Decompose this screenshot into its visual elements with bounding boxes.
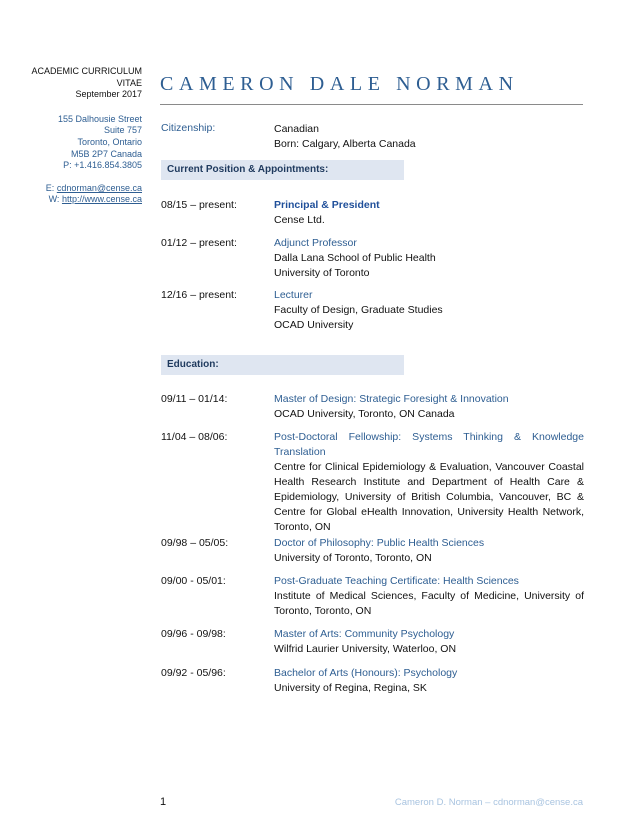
degree-title: Doctor of Philosophy: Public Health Sciences [274, 537, 485, 549]
institution: Wilfrid Laurier University, Waterloo, ON [274, 643, 457, 655]
education-dates: 09/96 - 09/98: [161, 628, 226, 640]
position-detail: OCAD University [274, 319, 354, 331]
position-title: Principal & President [274, 199, 380, 211]
institution: University of Regina, Regina, SK [274, 682, 427, 694]
institution: Institute of Medical Sciences, Faculty of Medicine, University of Toronto, Toronto, ON [274, 590, 584, 617]
education-entry [161, 666, 584, 696]
position-title: Lecturer [274, 289, 313, 301]
education-dates: 11/04 – 08/06: [161, 431, 228, 443]
email-link[interactable]: cdnorman@cense.ca [56, 182, 142, 193]
position-detail: Cense Ltd. [274, 214, 325, 226]
address-line: Toronto, Ontario [77, 136, 142, 147]
degree-title: Bachelor of Arts (Honours): Psychology [274, 667, 458, 679]
footer-author: Cameron D. Norman – cdnorman@cense.ca [394, 797, 583, 808]
position-detail: University of Toronto [274, 267, 370, 279]
positions-section-header [161, 160, 404, 180]
citizenship-value: Canadian [274, 123, 319, 135]
position-title: Adjunct Professor [274, 237, 357, 249]
address-line: M5B 2P7 Canada [70, 148, 142, 159]
birthplace: Born: Calgary, Alberta Canada [274, 138, 416, 150]
address-block [20, 114, 142, 172]
position-detail: Faculty of Design, Graduate Studies [274, 304, 443, 316]
contact-block [20, 183, 142, 206]
cv-date: September 2017 [75, 89, 142, 100]
degree-title: Master of Arts: Community Psychology [274, 628, 455, 640]
position-dates: 01/12 – present: [161, 237, 237, 249]
website-link[interactable]: http://www.cense.ca [61, 194, 142, 205]
education-entry [161, 392, 584, 422]
address-line: Suite 757 [103, 125, 142, 136]
phone-line: P: +1.416.854.3805 [63, 160, 142, 171]
section-title: Current Position & Appointments: [167, 164, 329, 175]
education-section-header [161, 355, 404, 375]
education-entry [161, 627, 584, 657]
citizenship-values [274, 122, 416, 152]
position-entry [161, 236, 584, 281]
education-entry [161, 536, 584, 566]
position-dates: 08/15 – present: [161, 199, 237, 211]
education-entry [161, 574, 584, 619]
person-name: CAMERON DALE NORMAN [160, 73, 519, 95]
position-dates: 12/16 – present: [161, 289, 237, 301]
section-title: Education: [167, 359, 219, 370]
education-dates: 09/00 - 05/01: [161, 575, 226, 587]
degree-title: Post-Doctoral Fellowship: Systems Thinking & Knowledge Translation [274, 431, 584, 458]
address-line: 155 Dalhousie Street [57, 113, 142, 124]
education-dates: 09/11 – 01/14: [161, 393, 228, 405]
page-number: 1 [160, 796, 167, 808]
education-entry [161, 430, 584, 535]
institution: University of Toronto, Toronto, ON [274, 552, 432, 564]
degree-title: Post-Graduate Teaching Certificate: Health Sciences [274, 575, 519, 587]
web-key: W: [48, 194, 60, 205]
degree-title: Master of Design: Strategic Foresight & Innovation [274, 393, 509, 405]
cv-label: ACADEMIC CURRICULUM VITAE [31, 66, 142, 88]
sidebar [20, 66, 142, 206]
email-key: E: [45, 182, 55, 193]
position-entry [161, 288, 584, 333]
header-divider [160, 104, 583, 105]
institution: OCAD University, Toronto, ON Canada [274, 408, 455, 420]
education-dates: 09/92 - 05/96: [161, 667, 226, 679]
citizenship-label: Citizenship: [161, 122, 216, 134]
institution: Centre for Clinical Epidemiology & Evaluation, Vancouver Coastal Health Research Institute and Department of Health Care & Epidemiology, University of British Columbia, Vancouver, BC & Centre for Global eHealth Innovation, University Health Network, Toronto, ON [274, 461, 584, 533]
position-detail: Dalla Lana School of Public Health [274, 252, 436, 264]
education-dates: 09/98 – 05/05: [161, 537, 229, 549]
position-entry [161, 198, 584, 228]
